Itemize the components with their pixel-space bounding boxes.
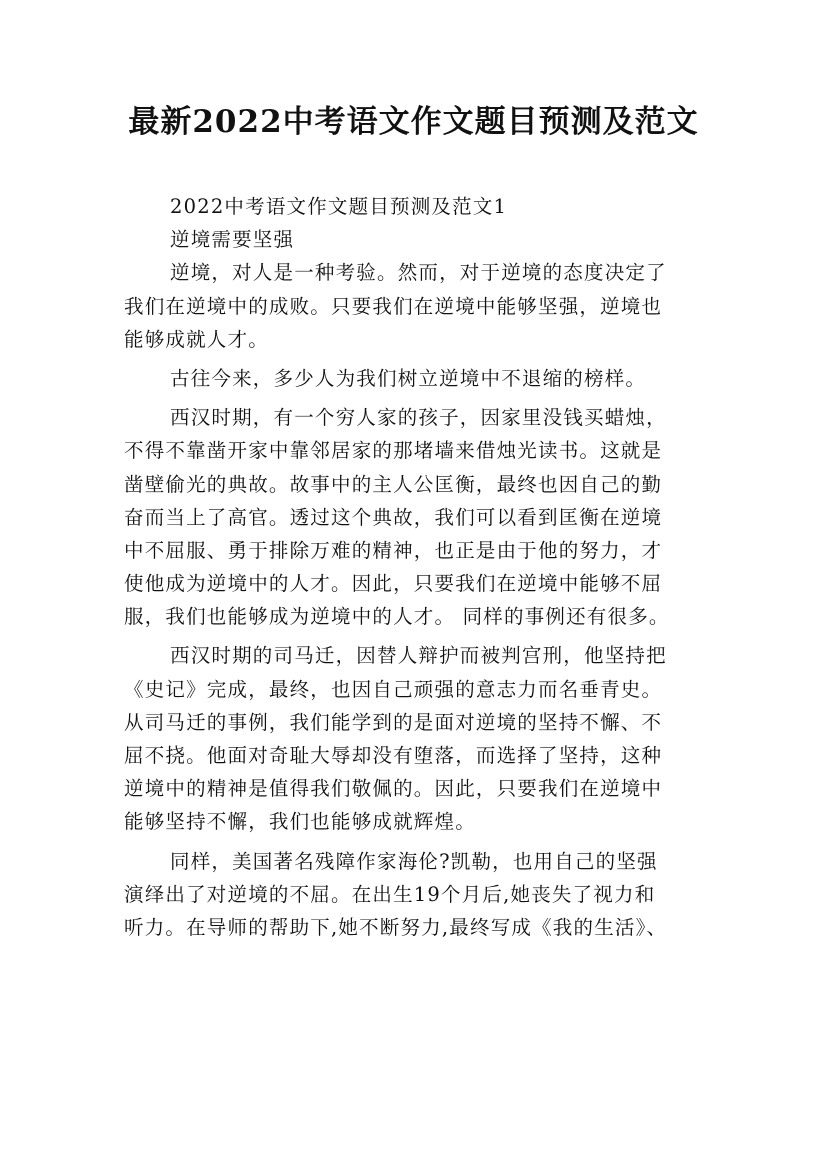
text-line: 服，我们也能够成为逆境中的人才。 同样的事例还有很多。 [124, 605, 670, 629]
text-line: 逆境需要坚强 [170, 228, 295, 252]
text-line: 凿壁偷光的典故。故事中的主人公匡衡，最终也因自己的勤 [124, 472, 663, 496]
document-title: 最新2022中考语文作文题目预测及范文 [128, 104, 699, 140]
text-line: 《史记》完成，最终，也因自己顽强的意志力而名垂青史。 [124, 677, 663, 701]
text-line: 能够成就人才。 [124, 327, 269, 351]
text-line: 西汉时期，有一个穷人家的孩子，因家里没钱买蜡烛， [170, 406, 667, 430]
text-line: 西汉时期的司马迁，因替人辩护而被判宫刑，他坚持把 [170, 644, 667, 668]
text-line: 我们在逆境中的成败。只要我们在逆境中能够坚强，逆境也 [124, 294, 663, 318]
text-line: 演绎出了对逆境的不屈。在出生19个月后,她丧失了视力和 [124, 882, 656, 906]
text-line: 使他成为逆境中的人才。因此，只要我们在逆境中能够不屈 [124, 572, 663, 596]
text-line: 逆境中的精神是值得我们敬佩的。因此，只要我们在逆境中 [124, 777, 663, 801]
text-line: 从司马迁的事例，我们能学到的是面对逆境的坚持不懈、不 [124, 710, 663, 734]
text-line: 奋而当上了高官。透过这个典故，我们可以看到匡衡在逆境 [124, 505, 663, 529]
text-line: 能够坚持不懈，我们也能够成就辉煌。 [124, 810, 476, 834]
document-body [124, 190, 714, 944]
text-line: 不得不靠凿开家中靠邻居家的那堵墙来借烛光读书。这就是 [124, 439, 663, 463]
text-line: 听力。在导师的帮助下,她不断努力,最终写成《我的生活》、 [124, 915, 668, 939]
text-line: 逆境，对人是一种考验。然而，对于逆境的态度决定了 [170, 261, 667, 285]
text-line: 2022中考语文作文题目预测及范文1 [170, 195, 508, 218]
text-line: 古往今来，多少人为我们树立逆境中不退缩的榜样。 [170, 366, 647, 390]
text-line: 中不屈服、勇于排除万难的精神，也正是由于他的努力，才 [124, 538, 663, 562]
text-line: 屈不挠。他面对奇耻大辱却没有堕落，而选择了坚持，这种 [124, 744, 663, 767]
text-line: 同样，美国著名残障作家海伦?凯勒，也用自己的坚强 [170, 849, 658, 873]
